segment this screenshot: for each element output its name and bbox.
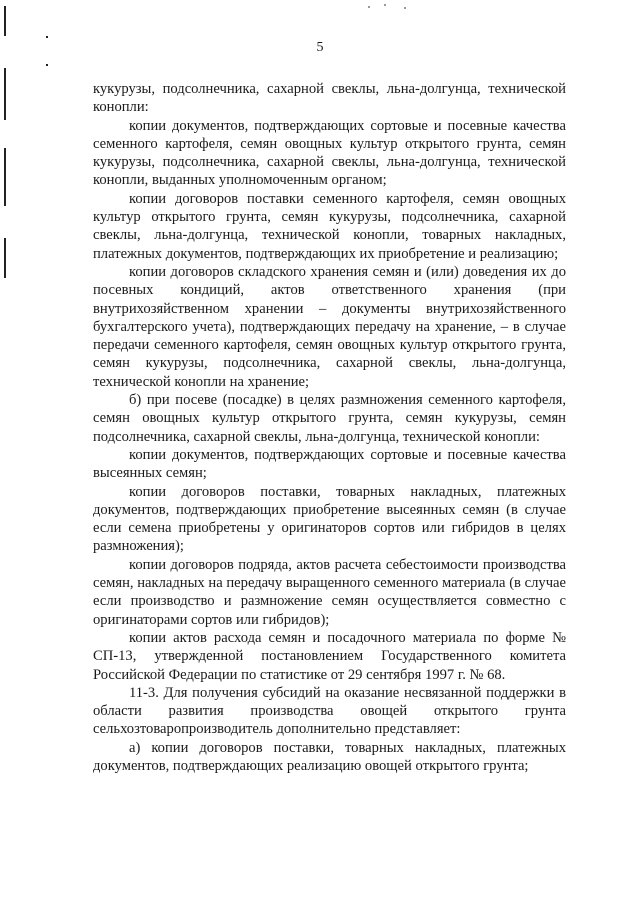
paragraph-sown-seed-quality: копии документов, подтверждающих сортовые и посевные качества высеянных семян;	[93, 446, 566, 482]
paragraph-sp13-acts: копии актов расхода семян и посадочного материала по форме № СП-13, утвержденной постановлением Государственного комитета Российской Федерации по статистике от 29 сентября 1997 г. № 68.	[93, 629, 566, 683]
scan-dot-left-2	[46, 64, 48, 66]
paragraph-crops-list: кукурузы, подсолнечника, сахарной свеклы, льна-долгунца, технической конопли:	[93, 81, 566, 116]
paragraph-section-11-3: 11-3. Для получения субсидий на оказание несвязанной поддержки в области развития производства овощей открытого грунта сельхозтоваропроизводитель дополнительно представляет:	[93, 684, 566, 738]
scan-dots-top	[360, 4, 420, 10]
scan-edge-mark-top	[4, 6, 6, 36]
paragraph-storage-contracts: копии договоров складского хранения семян и (или) доведения их до посевных кондиций, актов ответственного хранения (при внутрихозяйственном хранении – документы внутрихозяйственного бухгалтерского учета), подтверждающих передачу на хранение, – в случае передачи семенного картофеля, семян овощных культур открытого грунта, семян кукурузы, подсолнечника, сахарной свеклы, льна-долгунца, технической конопли на хранение;	[93, 263, 566, 390]
document-body	[93, 80, 566, 775]
scan-edge-mark-lower	[4, 238, 6, 278]
page-number: 5	[316, 40, 324, 55]
scan-edge-mark-middle	[4, 148, 6, 206]
paragraph-item-a: а) копии договоров поставки, товарных накладных, платежных документов, подтверждающих реализацию овощей открытого грунта;	[93, 739, 566, 774]
scan-edge-mark-upper	[4, 68, 6, 120]
paragraph-item-b: б) при посеве (посадке) в целях размножения семенного картофеля, семян овощных культур открытого грунта, семян кукурузы, семян подсолнечника, сахарной свеклы, льна-долгунца, технической конопли:	[93, 392, 566, 445]
paragraph-sown-seed-purchase: копии договоров поставки, товарных накладных, платежных документов, подтверждающих приобретение высеянных семян (в случае если семена приобретены у оригинаторов сортов или гибридов в целях размножения);	[93, 483, 566, 555]
paragraph-quality-documents: копии документов, подтверждающих сортовые и посевные качества семенного картофеля, семян овощных культур открытого грунта, семян кукурузы, подсолнечника, сахарной свеклы, льна-долгунца, технической конопли, выданных уполномоченным органом;	[93, 117, 566, 189]
paragraph-supply-contracts: копии договоров поставки семенного картофеля, семян овощных культур открытого грунта, семян кукурузы, подсолнечника, сахарной свеклы, льна-долгунца, технической конопли, товарных накладных, платежных документов, подтверждающих их приобретение и реализацию;	[93, 190, 566, 262]
paragraph-contract-work: копии договоров подряда, актов расчета себестоимости производства семян, накладных на передачу выращенного семенного материала (в случае если производство и размножение семян осуществляется совместно с оригинаторами сортов или гибридов);	[93, 556, 566, 628]
scan-dot-left-1	[46, 36, 48, 38]
